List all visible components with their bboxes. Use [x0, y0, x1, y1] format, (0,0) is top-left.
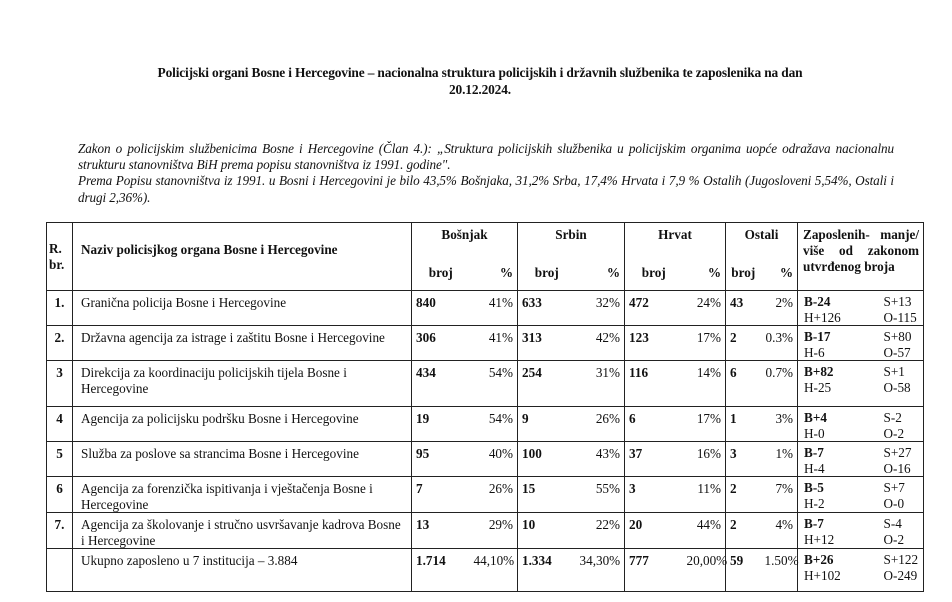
table-row [47, 291, 924, 326]
difference-cell [798, 326, 924, 361]
srbin-count: 254 [518, 361, 576, 407]
srbin-count: 633 [518, 291, 576, 326]
diff-ostali: O-115 [883, 309, 917, 325]
organ-name: Granična policija Bosne i Hercegovine [73, 291, 412, 326]
header-srbin: Srbin [518, 223, 625, 248]
ostali-count: 1 [726, 407, 761, 442]
organ-name: Direkcija za koordinaciju policijskih tijela Bosne i Hercegovine [73, 361, 412, 407]
diff-bosnjak: B+4 [804, 410, 827, 425]
row-number [47, 549, 73, 592]
srbin-total-percent: 34,30% [576, 549, 625, 592]
row-number: 2. [47, 326, 73, 361]
diff-srbin: S+27 [883, 445, 912, 460]
srbin-percent: 32% [576, 291, 625, 326]
diff-srbin: S+80 [883, 329, 912, 344]
row-number: 3 [47, 361, 73, 407]
row-number: 4 [47, 407, 73, 442]
srbin-percent: 31% [576, 361, 625, 407]
difference-cell [798, 513, 924, 549]
srbin-count: 10 [518, 513, 576, 549]
ostali-percent: 7% [761, 477, 798, 513]
hrvat-count: 6 [625, 407, 683, 442]
ostali-count: 3 [726, 442, 761, 477]
diff-hrvat: H-25 [804, 379, 832, 395]
diff-srbin: S+7 [883, 480, 905, 495]
census-note: Prema Popisu stanovništva iz 1991. u Bosni i Hercegovini je bilo 43,5% Bošnjaka, 31,2% Srba, 17,4% Hrvata i 7,9 % Ostalih (Jugosloveni 5,54%, Ostali i drugi 2,36%). [78, 173, 894, 205]
difference-cell [798, 291, 924, 326]
ostali-count: 2 [726, 513, 761, 549]
diff-bosnjak: B-5 [804, 480, 824, 495]
organ-name: Služba za poslove sa strancima Bosne i Hercegovine [73, 442, 412, 477]
organ-name: Državna agencija za istrage i zaštitu Bosne i Hercegovine [73, 326, 412, 361]
hrvat-total-percent: 20,00% [683, 549, 726, 592]
table-row [47, 326, 924, 361]
table-row [47, 477, 924, 513]
srbin-percent: 55% [576, 477, 625, 513]
diff-srbin: S+122 [883, 552, 919, 567]
table-row [47, 513, 924, 549]
diff-hrvat: H-0 [804, 425, 825, 441]
diff-ostali: O-16 [883, 460, 911, 476]
organ-name: Agencija za policijsku podršku Bosne i Hercegovine [73, 407, 412, 442]
bosnjak-count: 434 [412, 361, 470, 407]
title-line-2: 20.12.2024. [449, 82, 511, 97]
bosnjak-percent: 54% [470, 361, 518, 407]
header-difference: Zaposlenih- manje/ više od zakonom utvrđenog broja [798, 223, 924, 291]
header-bosnjak: Bošnjak [412, 223, 518, 248]
header-hrvat-pct: % [683, 247, 726, 291]
police-structure-table [46, 222, 924, 592]
srbin-count: 100 [518, 442, 576, 477]
title-line-1: Policijski organi Bosne i Hercegovine – nacionalna struktura policijskih i državnih službenika te zaposlenika na dan [157, 65, 803, 80]
hrvat-percent: 44% [683, 513, 726, 549]
hrvat-percent: 16% [683, 442, 726, 477]
header-ostali-broj: broj [726, 247, 761, 291]
srbin-percent: 42% [576, 326, 625, 361]
header-name: Naziv policisjkog organa Bosne i Hercegovine [73, 223, 412, 291]
diff-hrvat: H-4 [804, 460, 825, 476]
hrvat-percent: 14% [683, 361, 726, 407]
row-number: 6 [47, 477, 73, 513]
hrvat-count: 472 [625, 291, 683, 326]
hrvat-percent: 24% [683, 291, 726, 326]
diff-srbin: S-2 [883, 410, 902, 425]
diff-bosnjak: B-24 [804, 294, 831, 309]
header-row-groups [47, 223, 924, 248]
header-bosnjak-pct: % [470, 247, 518, 291]
diff-hrvat: H+126 [804, 309, 841, 325]
hrvat-count: 3 [625, 477, 683, 513]
hrvat-percent: 17% [683, 326, 726, 361]
ostali-count: 43 [726, 291, 761, 326]
srbin-count: 9 [518, 407, 576, 442]
diff-srbin: S+1 [883, 364, 905, 379]
header-srbin-pct: % [576, 247, 625, 291]
diff-ostali: O-58 [883, 379, 911, 395]
bosnjak-count: 306 [412, 326, 470, 361]
header-ostali: Ostali [726, 223, 798, 248]
ostali-percent: 3% [761, 407, 798, 442]
srbin-total: 1.334 [518, 549, 576, 592]
ostali-count: 2 [726, 326, 761, 361]
bosnjak-percent: 41% [470, 291, 518, 326]
difference-cell [798, 442, 924, 477]
srbin-percent: 43% [576, 442, 625, 477]
srbin-percent: 22% [576, 513, 625, 549]
hrvat-count: 116 [625, 361, 683, 407]
ostali-percent: 0.3% [761, 326, 798, 361]
document-title [120, 64, 840, 98]
ostali-total-percent: 1.50% [761, 549, 798, 592]
bosnjak-count: 19 [412, 407, 470, 442]
hrvat-percent: 17% [683, 407, 726, 442]
header-hrvat: Hrvat [625, 223, 726, 248]
difference-cell [798, 407, 924, 442]
table-row [47, 407, 924, 442]
table-row [47, 361, 924, 407]
diff-bosnjak: B-7 [804, 516, 824, 531]
bosnjak-percent: 41% [470, 326, 518, 361]
srbin-count: 313 [518, 326, 576, 361]
bosnjak-count: 840 [412, 291, 470, 326]
hrvat-total: 777 [625, 549, 683, 592]
ostali-percent: 1% [761, 442, 798, 477]
total-row [47, 549, 924, 592]
row-number: 7. [47, 513, 73, 549]
ostali-total: 59 [726, 549, 761, 592]
bosnjak-total-percent: 44,10% [470, 549, 518, 592]
srbin-count: 15 [518, 477, 576, 513]
diff-ostali: O-2 [883, 531, 905, 547]
row-number: 5 [47, 442, 73, 477]
diff-ostali: O-2 [883, 425, 905, 441]
bosnjak-percent: 29% [470, 513, 518, 549]
ostali-percent: 0.7% [761, 361, 798, 407]
header-hrvat-broj: broj [625, 247, 683, 291]
diff-ostali: O-249 [883, 567, 918, 583]
header-ostali-pct: % [761, 247, 798, 291]
hrvat-count: 37 [625, 442, 683, 477]
bosnjak-count: 95 [412, 442, 470, 477]
diff-bosnjak: B+82 [804, 364, 834, 379]
bosnjak-percent: 26% [470, 477, 518, 513]
diff-hrvat: H+102 [804, 567, 841, 583]
diff-bosnjak: B-7 [804, 445, 824, 460]
hrvat-percent: 11% [683, 477, 726, 513]
diff-ostali: O-0 [883, 495, 905, 511]
diff-srbin: S+13 [883, 294, 912, 309]
organ-name: Agencija za školovanje i stručno usvršavanje kadrova Bosne i Hercegovine [73, 513, 412, 549]
bosnjak-percent: 40% [470, 442, 518, 477]
header-srbin-broj: broj [518, 247, 576, 291]
bosnjak-count: 7 [412, 477, 470, 513]
hrvat-count: 123 [625, 326, 683, 361]
ostali-percent: 2% [761, 291, 798, 326]
diff-hrvat: H+12 [804, 531, 835, 547]
diff-bosnjak: B-17 [804, 329, 831, 344]
row-number: 1. [47, 291, 73, 326]
intro-text [78, 141, 894, 206]
ostali-count: 2 [726, 477, 761, 513]
srbin-percent: 26% [576, 407, 625, 442]
diff-hrvat: H-6 [804, 344, 825, 360]
diff-bosnjak: B+26 [804, 552, 834, 567]
header-rbr: R. br. [47, 223, 73, 291]
diff-hrvat: H-2 [804, 495, 825, 511]
ostali-percent: 4% [761, 513, 798, 549]
difference-total-cell [798, 549, 924, 592]
hrvat-count: 20 [625, 513, 683, 549]
table-row [47, 442, 924, 477]
bosnjak-total: 1.714 [412, 549, 470, 592]
header-bosnjak-broj: broj [412, 247, 470, 291]
total-label: Ukupno zaposleno u 7 institucija – 3.884 [73, 549, 412, 592]
difference-cell [798, 477, 924, 513]
organ-name: Agencija za forenzička ispitivanja i vještačenja Bosne i Hercegovine [73, 477, 412, 513]
ostali-count: 6 [726, 361, 761, 407]
difference-cell [798, 361, 924, 407]
law-quote: Zakon o policijskim službenicima Bosne i Hercegovine (Član 4.): „Struktura policijskih službenika u policijskim organima uopće odražava nacionalnu strukturu stanovništva BiH prema popisu stanovništva iz 1991. godine". [78, 141, 894, 173]
bosnjak-percent: 54% [470, 407, 518, 442]
diff-srbin: S-4 [883, 516, 902, 531]
bosnjak-count: 13 [412, 513, 470, 549]
diff-ostali: O-57 [883, 344, 911, 360]
